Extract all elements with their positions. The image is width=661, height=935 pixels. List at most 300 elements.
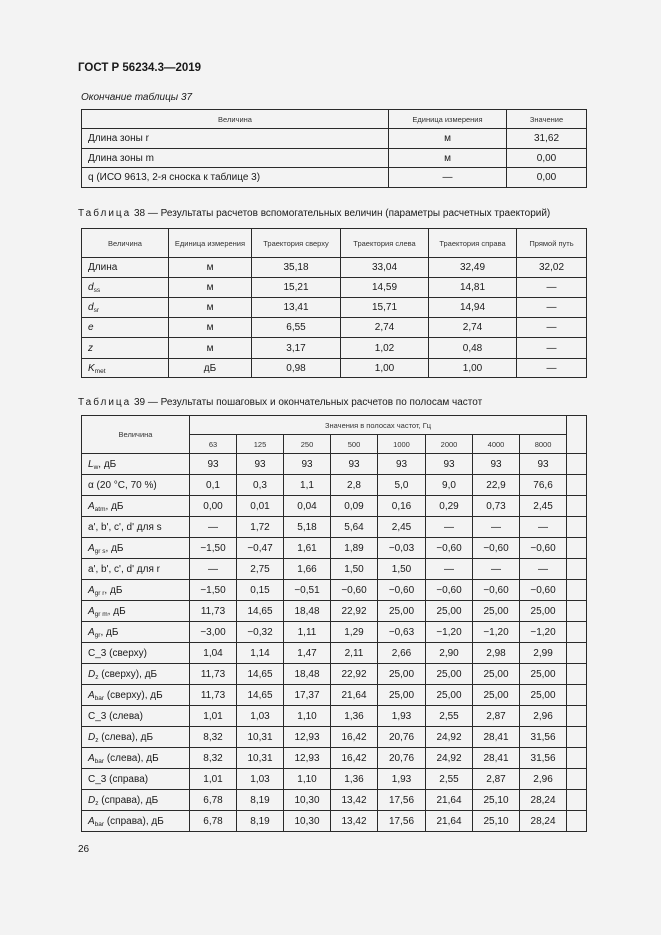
t39-cell-14-5: 24,92 xyxy=(426,748,473,769)
t39-cell-4-4: −0,03 xyxy=(378,538,426,559)
t39-row-label-text: $A_{bar}$ (справа), дБ xyxy=(88,815,164,828)
table-row xyxy=(82,149,587,168)
t39-header-group: Значения в полосах частот, Гц xyxy=(190,416,567,435)
table-row xyxy=(82,727,587,748)
t39-cell-0-7: 93 xyxy=(520,454,567,475)
t39-row-label-text: $D_z$ (сверху), дБ xyxy=(88,668,158,681)
t39-cell-1-3: 2,8 xyxy=(331,475,378,496)
table-row xyxy=(82,748,587,769)
table-38 xyxy=(81,228,587,378)
t39-cell-12-7: 2,96 xyxy=(520,706,567,727)
t38-cell-1-3: 14,59 xyxy=(341,278,429,298)
table-row xyxy=(82,769,587,790)
t39-row-7-empty xyxy=(567,601,587,622)
document-header: ГОСТ Р 56234.3—2019 xyxy=(78,62,202,74)
t39-cell-5-6: — xyxy=(473,559,520,580)
table-row xyxy=(82,258,587,278)
t37-row-0-label xyxy=(82,129,389,149)
t39-cell-16-6: 25,10 xyxy=(473,790,520,811)
t39-cell-13-5: 24,92 xyxy=(426,727,473,748)
t38-cell-2-1: м xyxy=(169,298,252,318)
t38-cell-2-2: 13,41 xyxy=(252,298,341,318)
t39-freq-2000: 2000 xyxy=(426,435,473,454)
t39-cell-17-4: 17,56 xyxy=(378,811,426,832)
t39-cell-11-1: 14,65 xyxy=(237,685,284,706)
t39-cell-8-1: −0,32 xyxy=(237,622,284,643)
t39-cell-4-0: −1,50 xyxy=(190,538,237,559)
t39-row-label-text: $A_{gr m}$, дБ xyxy=(88,605,126,618)
t39-cell-12-1: 1,03 xyxy=(237,706,284,727)
t38-cell-4-0 xyxy=(82,338,169,359)
t39-cell-13-4: 20,76 xyxy=(378,727,426,748)
t39-cell-15-7: 2,96 xyxy=(520,769,567,790)
t39-row-9-empty xyxy=(567,643,587,664)
t39-cell-12-2: 1,10 xyxy=(284,706,331,727)
t39-cell-16-0: 6,78 xyxy=(190,790,237,811)
t39-freq-1000: 1000 xyxy=(378,435,426,454)
t39-cell-17-3: 13,42 xyxy=(331,811,378,832)
t39-cell-2-4: 0,16 xyxy=(378,496,426,517)
t39-freq-8000: 8000 xyxy=(520,435,567,454)
table-row xyxy=(82,580,587,601)
t39-cell-7-3: 22,92 xyxy=(331,601,378,622)
t38-header-1: Единица измерения xyxy=(169,229,252,258)
t39-cell-15-2: 1,10 xyxy=(284,769,331,790)
t39-cell-0-3: 93 xyxy=(331,454,378,475)
t37-row-2-label: q (ИСО 9613, 2-я сноска к таблице 3) xyxy=(82,168,389,188)
t39-row-label-text: a', b', c', d' для r xyxy=(88,563,160,575)
t39-freq-500: 500 xyxy=(331,435,378,454)
t39-row-12-empty xyxy=(567,706,587,727)
t39-cell-5-7: — xyxy=(520,559,567,580)
t39-freq-250: 250 xyxy=(284,435,331,454)
t38-row-label: Длина xyxy=(88,262,118,273)
t39-row-label-text: a', b', c', d' для s xyxy=(88,521,162,533)
table-row xyxy=(82,475,587,496)
t38-cell-0-5: 32,02 xyxy=(517,258,587,278)
table-39-caption xyxy=(78,397,482,408)
t39-cell-3-0: — xyxy=(190,517,237,538)
t39-row-label-text: $L_w$, дБ xyxy=(88,458,117,471)
t38-row-label: $K_{met}$ xyxy=(88,362,106,375)
table-row xyxy=(82,517,587,538)
t38-row-label: e xyxy=(88,322,94,333)
t39-cell-5-2: 1,66 xyxy=(284,559,331,580)
t39-cell-17-5: 21,64 xyxy=(426,811,473,832)
t39-cell-7-2: 18,48 xyxy=(284,601,331,622)
t39-cell-1-1: 0,3 xyxy=(237,475,284,496)
t38-cell-1-2: 15,21 xyxy=(252,278,341,298)
t39-cell-17-1: 8,19 xyxy=(237,811,284,832)
t38-cell-5-4: 1,00 xyxy=(429,359,517,378)
t39-cell-16-4: 17,56 xyxy=(378,790,426,811)
t39-cell-7-5: 25,00 xyxy=(426,601,473,622)
table-row xyxy=(82,298,587,318)
t39-row-13-label xyxy=(82,727,190,748)
t39-cell-5-4: 1,50 xyxy=(378,559,426,580)
t39-cell-2-5: 0,29 xyxy=(426,496,473,517)
table-39 xyxy=(81,415,587,832)
t39-row-2-empty xyxy=(567,496,587,517)
t39-cell-1-6: 22,9 xyxy=(473,475,520,496)
table-row xyxy=(82,790,587,811)
t39-cell-15-6: 2,87 xyxy=(473,769,520,790)
table-row xyxy=(82,496,587,517)
t39-freq-63: 63 xyxy=(190,435,237,454)
t39-cell-11-0: 11,73 xyxy=(190,685,237,706)
t39-cell-2-7: 2,45 xyxy=(520,496,567,517)
t39-row-16-empty xyxy=(567,790,587,811)
t39-cell-10-3: 22,92 xyxy=(331,664,378,685)
t39-cell-10-1: 14,65 xyxy=(237,664,284,685)
t39-header-quantity: Величина xyxy=(82,416,190,454)
t39-cell-3-3: 5,64 xyxy=(331,517,378,538)
t39-cell-14-4: 20,76 xyxy=(378,748,426,769)
t39-row-label-text: C_3 (справа) xyxy=(88,773,149,785)
t37-row-2-unit: — xyxy=(389,168,507,188)
t39-cell-14-0: 8,32 xyxy=(190,748,237,769)
t39-row-2-label xyxy=(82,496,190,517)
t39-cell-9-2: 1,47 xyxy=(284,643,331,664)
t39-cell-3-4: 2,45 xyxy=(378,517,426,538)
t39-row-label-text: C_3 (сверху) xyxy=(88,647,147,659)
t39-cell-11-3: 21,64 xyxy=(331,685,378,706)
t39-cell-0-5: 93 xyxy=(426,454,473,475)
t39-cell-9-1: 1,14 xyxy=(237,643,284,664)
t39-cell-7-4: 25,00 xyxy=(378,601,426,622)
t39-cell-15-4: 1,93 xyxy=(378,769,426,790)
t39-cell-6-2: −0,51 xyxy=(284,580,331,601)
table-row xyxy=(82,664,587,685)
t39-header-empty xyxy=(567,416,587,454)
t39-cell-6-4: −0,60 xyxy=(378,580,426,601)
t38-cell-3-1: м xyxy=(169,318,252,338)
t39-row-5-empty xyxy=(567,559,587,580)
table-row xyxy=(82,601,587,622)
t39-row-8-label xyxy=(82,622,190,643)
t39-row-label-text: $A_{gr r}$, дБ xyxy=(88,584,123,597)
table-37 xyxy=(81,109,587,188)
table-row xyxy=(82,706,587,727)
t39-cell-8-4: −0,63 xyxy=(378,622,426,643)
t39-cell-14-1: 10,31 xyxy=(237,748,284,769)
t39-cell-3-7: — xyxy=(520,517,567,538)
t39-cell-4-3: 1,89 xyxy=(331,538,378,559)
t38-cell-5-3: 1,00 xyxy=(341,359,429,378)
t39-cell-8-2: 1,11 xyxy=(284,622,331,643)
table-row xyxy=(82,318,587,338)
t38-cell-3-5: — xyxy=(517,318,587,338)
t37-row-1-label: Длина зоны m xyxy=(82,149,389,168)
t39-cell-2-0: 0,00 xyxy=(190,496,237,517)
t39-cell-5-3: 1,50 xyxy=(331,559,378,580)
t37-row-1-value: 0,00 xyxy=(507,149,587,168)
t39-row-5-label xyxy=(82,559,190,580)
t39-row-0-label xyxy=(82,454,190,475)
t39-cell-4-7: −0,60 xyxy=(520,538,567,559)
t39-row-label-text: $A_{bar}$ (слева), дБ xyxy=(88,752,159,765)
t38-header-3: Траектория слева xyxy=(341,229,429,258)
t37-row-1-unit: м xyxy=(389,149,507,168)
t39-row-14-label xyxy=(82,748,190,769)
t39-cell-16-7: 28,24 xyxy=(520,790,567,811)
t39-cell-6-3: −0,60 xyxy=(331,580,378,601)
t39-row-label-text: $D_z$ (справа), дБ xyxy=(88,794,159,807)
t39-cell-17-6: 25,10 xyxy=(473,811,520,832)
t39-cell-16-1: 8,19 xyxy=(237,790,284,811)
t38-cell-0-4: 32,49 xyxy=(429,258,517,278)
t39-cell-13-3: 16,42 xyxy=(331,727,378,748)
t38-cell-4-3: 1,02 xyxy=(341,338,429,359)
t38-header-2: Траектория сверху xyxy=(252,229,341,258)
t39-cell-15-0: 1,01 xyxy=(190,769,237,790)
t39-cell-7-7: 25,00 xyxy=(520,601,567,622)
t39-row-11-label xyxy=(82,685,190,706)
t37-header-value: Значение xyxy=(507,110,587,129)
t37-header-quantity: Величина xyxy=(82,110,389,129)
t39-cell-17-2: 10,30 xyxy=(284,811,331,832)
t39-cell-8-0: −3,00 xyxy=(190,622,237,643)
t39-cell-4-1: −0,47 xyxy=(237,538,284,559)
t39-cell-3-6: — xyxy=(473,517,520,538)
t37-row-2-value: 0,00 xyxy=(507,168,587,188)
table-row xyxy=(82,622,587,643)
table-row xyxy=(82,454,587,475)
t39-cell-13-7: 31,56 xyxy=(520,727,567,748)
table-row xyxy=(82,685,587,706)
t39-cell-6-6: −0,60 xyxy=(473,580,520,601)
t39-cell-15-5: 2,55 xyxy=(426,769,473,790)
t39-cell-13-6: 28,41 xyxy=(473,727,520,748)
t37-row-0-value: 31,62 xyxy=(507,129,587,149)
t38-cell-2-4: 14,94 xyxy=(429,298,517,318)
t39-cell-2-1: 0,01 xyxy=(237,496,284,517)
t39-cell-14-6: 28,41 xyxy=(473,748,520,769)
t39-cell-16-3: 13,42 xyxy=(331,790,378,811)
t39-cell-8-7: −1,20 xyxy=(520,622,567,643)
t39-cell-12-3: 1,36 xyxy=(331,706,378,727)
table-row xyxy=(82,811,587,832)
t38-cell-0-2: 35,18 xyxy=(252,258,341,278)
t39-cell-0-2: 93 xyxy=(284,454,331,475)
t39-cell-6-5: −0,60 xyxy=(426,580,473,601)
t39-row-7-label xyxy=(82,601,190,622)
t39-row-11-empty xyxy=(567,685,587,706)
t39-cell-14-3: 16,42 xyxy=(331,748,378,769)
t39-cell-2-3: 0,09 xyxy=(331,496,378,517)
t38-cell-5-2: 0,98 xyxy=(252,359,341,378)
t38-row-label: z xyxy=(88,342,93,354)
t39-cell-4-5: −0,60 xyxy=(426,538,473,559)
t39-row-17-label xyxy=(82,811,190,832)
t39-cell-8-3: 1,29 xyxy=(331,622,378,643)
t39-cell-8-5: −1,20 xyxy=(426,622,473,643)
t39-row-4-empty xyxy=(567,538,587,559)
t39-cell-12-4: 1,93 xyxy=(378,706,426,727)
t37-row-0-unit: м xyxy=(389,129,507,149)
t38-cell-4-4: 0,48 xyxy=(429,338,517,359)
t38-cell-5-5: — xyxy=(517,359,587,378)
t38-cell-2-5: — xyxy=(517,298,587,318)
t39-cell-17-0: 6,78 xyxy=(190,811,237,832)
t39-cell-3-1: 1,72 xyxy=(237,517,284,538)
t39-row-10-empty xyxy=(567,664,587,685)
table-37-caption: Окончание таблицы 37 xyxy=(81,92,193,103)
t39-row-8-empty xyxy=(567,622,587,643)
t39-cell-14-2: 12,93 xyxy=(284,748,331,769)
t38-cell-4-2: 3,17 xyxy=(252,338,341,359)
t39-cell-8-6: −1,20 xyxy=(473,622,520,643)
t39-cell-11-6: 25,00 xyxy=(473,685,520,706)
table-row xyxy=(82,168,587,188)
t38-cell-1-4: 14,81 xyxy=(429,278,517,298)
t39-row-label-text: C_3 (слева) xyxy=(88,710,143,722)
t38-cell-3-2: 6,55 xyxy=(252,318,341,338)
table-38-caption-word: Таблица xyxy=(78,208,132,219)
t39-cell-7-0: 11,73 xyxy=(190,601,237,622)
t39-cell-1-4: 5,0 xyxy=(378,475,426,496)
t39-cell-0-6: 93 xyxy=(473,454,520,475)
t39-cell-4-2: 1,61 xyxy=(284,538,331,559)
t39-row-label-text: $A_{bar}$ (сверху), дБ xyxy=(88,689,163,702)
t39-cell-13-1: 10,31 xyxy=(237,727,284,748)
table-row xyxy=(82,559,587,580)
t39-cell-6-0: −1,50 xyxy=(190,580,237,601)
t39-cell-9-4: 2,66 xyxy=(378,643,426,664)
t39-cell-15-1: 1,03 xyxy=(237,769,284,790)
t38-cell-1-1: м xyxy=(169,278,252,298)
t38-header-4: Траектория справа xyxy=(429,229,517,258)
t39-row-label-text: $A_{gr s}$, дБ xyxy=(88,542,124,555)
t38-cell-2-3: 15,71 xyxy=(341,298,429,318)
t39-cell-9-3: 2,11 xyxy=(331,643,378,664)
t39-cell-1-2: 1,1 xyxy=(284,475,331,496)
table-39-caption-word: Таблица xyxy=(78,397,132,408)
t39-cell-9-6: 2,98 xyxy=(473,643,520,664)
t39-cell-5-1: 2,75 xyxy=(237,559,284,580)
table-row xyxy=(82,359,587,378)
t39-row-14-empty xyxy=(567,748,587,769)
t39-row-label-text: α (20 °С, 70 %) xyxy=(88,479,157,491)
t39-freq-4000: 4000 xyxy=(473,435,520,454)
t38-cell-3-0 xyxy=(82,318,169,338)
t39-row-1-empty xyxy=(567,475,587,496)
t38-cell-4-1: м xyxy=(169,338,252,359)
t39-cell-11-4: 25,00 xyxy=(378,685,426,706)
table-38-caption-text: 38 — Результаты расчетов вспомогательных величин (параметры расчетных траекторий) xyxy=(134,208,551,219)
t39-cell-0-0: 93 xyxy=(190,454,237,475)
page-number: 26 xyxy=(78,844,90,855)
t38-cell-0-1: м xyxy=(169,258,252,278)
t39-cell-10-2: 18,48 xyxy=(284,664,331,685)
t38-cell-4-5: — xyxy=(517,338,587,359)
t39-freq-125: 125 xyxy=(237,435,284,454)
t38-cell-0-0 xyxy=(82,258,169,278)
table-row xyxy=(82,338,587,359)
t39-row-17-empty xyxy=(567,811,587,832)
t39-cell-5-5: — xyxy=(426,559,473,580)
table-row xyxy=(82,538,587,559)
t39-cell-15-3: 1,36 xyxy=(331,769,378,790)
t39-row-12-label xyxy=(82,706,190,727)
t39-cell-14-7: 31,56 xyxy=(520,748,567,769)
t39-row-label-text: $D_z$ (слева), дБ xyxy=(88,731,154,744)
t39-cell-13-2: 12,93 xyxy=(284,727,331,748)
t38-cell-3-4: 2,74 xyxy=(429,318,517,338)
t38-cell-1-5: — xyxy=(517,278,587,298)
t39-cell-11-7: 25,00 xyxy=(520,685,567,706)
t39-row-4-label xyxy=(82,538,190,559)
t38-header-0: Величина xyxy=(82,229,169,258)
t39-cell-16-5: 21,64 xyxy=(426,790,473,811)
t39-cell-1-5: 9,0 xyxy=(426,475,473,496)
t39-cell-10-5: 25,00 xyxy=(426,664,473,685)
t39-cell-11-2: 17,37 xyxy=(284,685,331,706)
t39-cell-16-2: 10,30 xyxy=(284,790,331,811)
t38-cell-2-0 xyxy=(82,298,169,318)
t39-cell-10-0: 11,73 xyxy=(190,664,237,685)
t39-cell-11-5: 25,00 xyxy=(426,685,473,706)
t38-cell-5-1: дБ xyxy=(169,359,252,378)
t39-cell-10-7: 25,00 xyxy=(520,664,567,685)
table-row xyxy=(82,129,587,149)
t39-cell-6-1: 0,15 xyxy=(237,580,284,601)
table-39-caption-text: 39 — Результаты пошаговых и окончательных расчетов по полосам частот xyxy=(134,397,483,408)
table-row xyxy=(82,278,587,298)
t39-cell-1-7: 76,6 xyxy=(520,475,567,496)
t37-row-0-label-text: Длина зоны r xyxy=(88,133,149,144)
t39-row-1-label xyxy=(82,475,190,496)
t39-row-6-label xyxy=(82,580,190,601)
t38-header-5: Прямой путь xyxy=(517,229,587,258)
t39-row-label-text: $A_{atm}$, дБ xyxy=(88,500,124,513)
table-row xyxy=(82,643,587,664)
t39-row-label-text: $A_{gr}$, дБ xyxy=(88,626,119,639)
t39-cell-10-6: 25,00 xyxy=(473,664,520,685)
t38-row-label: $d_{ss}$ xyxy=(88,282,101,294)
t39-cell-1-0: 0,1 xyxy=(190,475,237,496)
t39-row-6-empty xyxy=(567,580,587,601)
t38-cell-5-0 xyxy=(82,359,169,378)
t39-cell-17-7: 28,24 xyxy=(520,811,567,832)
t39-row-0-empty xyxy=(567,454,587,475)
t39-cell-10-4: 25,00 xyxy=(378,664,426,685)
t39-row-3-empty xyxy=(567,517,587,538)
t39-cell-3-2: 5,18 xyxy=(284,517,331,538)
t39-cell-12-5: 2,55 xyxy=(426,706,473,727)
t39-cell-9-5: 2,90 xyxy=(426,643,473,664)
t37-header-unit: Единица измерения xyxy=(389,110,507,129)
t39-cell-3-5: — xyxy=(426,517,473,538)
t39-cell-6-7: −0,60 xyxy=(520,580,567,601)
t39-row-15-empty xyxy=(567,769,587,790)
t39-row-9-label xyxy=(82,643,190,664)
t39-cell-7-1: 14,65 xyxy=(237,601,284,622)
t39-row-16-label xyxy=(82,790,190,811)
t39-row-3-label xyxy=(82,517,190,538)
t38-cell-0-3: 33,04 xyxy=(341,258,429,278)
t39-cell-2-2: 0,04 xyxy=(284,496,331,517)
t39-row-10-label xyxy=(82,664,190,685)
t39-cell-12-6: 2,87 xyxy=(473,706,520,727)
t39-cell-9-0: 1,04 xyxy=(190,643,237,664)
t39-cell-0-4: 93 xyxy=(378,454,426,475)
table-38-caption xyxy=(78,208,550,219)
t38-cell-3-3: 2,74 xyxy=(341,318,429,338)
t39-cell-12-0: 1,01 xyxy=(190,706,237,727)
t39-cell-13-0: 8,32 xyxy=(190,727,237,748)
t38-row-label: $d_{sr}$ xyxy=(88,302,99,314)
